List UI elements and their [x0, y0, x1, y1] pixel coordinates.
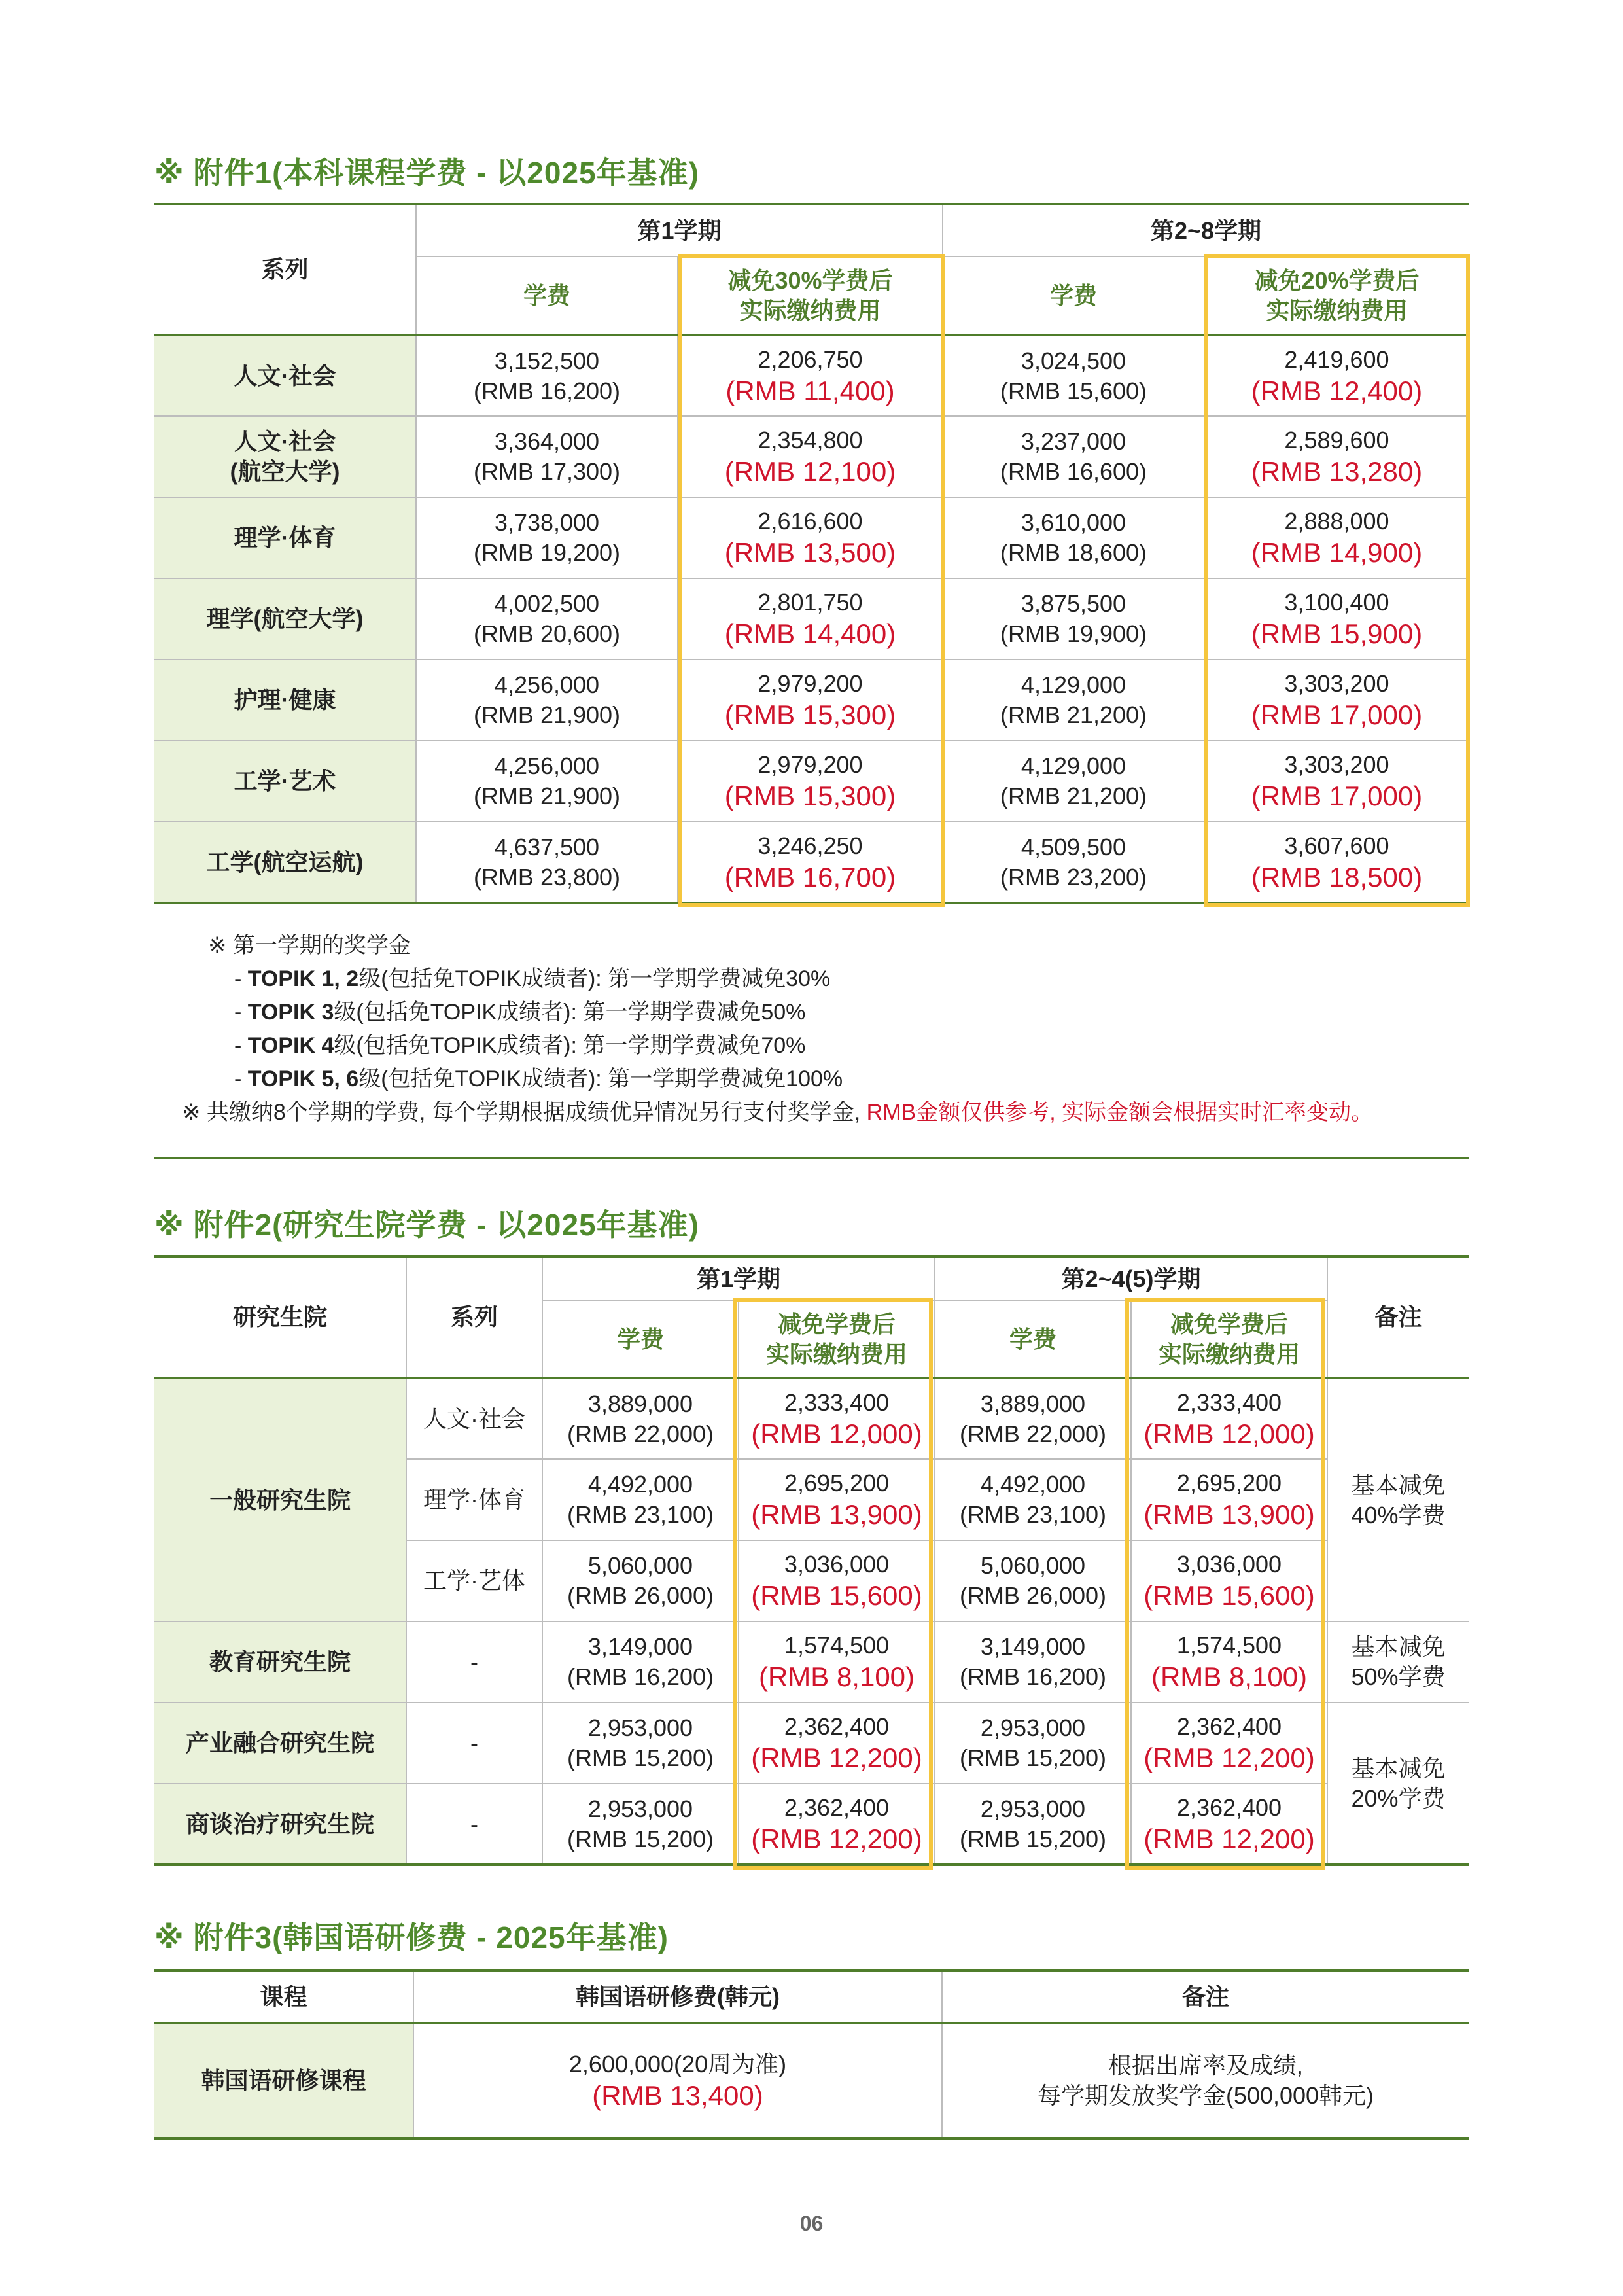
fee-krw: 5,060,000	[980, 1552, 1086, 1579]
fee-rmb: (RMB 15,200)	[959, 1825, 1107, 1852]
fee-cell	[1131, 1540, 1327, 1621]
table-row	[154, 1378, 1469, 1459]
fee-krw: 2,333,400	[1176, 1388, 1282, 1416]
fee-rmb: (RMB 13,900)	[1143, 1499, 1315, 1530]
fee-krw: 2,953,000	[587, 1795, 693, 1822]
fee-rmb: (RMB 22,000)	[959, 1420, 1107, 1447]
fee-krw: 4,637,500	[494, 833, 600, 860]
fee-krw: 3,036,000	[784, 1551, 890, 1578]
dept-label: 人文·社会	[406, 1378, 542, 1459]
col-header-fee: 学费	[416, 256, 678, 335]
fee-rmb: (RMB 21,200)	[1000, 701, 1147, 728]
fee-rmb: (RMB 16,200)	[473, 377, 621, 404]
fee-cell	[542, 1784, 739, 1865]
fee-krw: 3,149,000	[587, 1633, 693, 1660]
dept-label: -	[406, 1621, 542, 1703]
fee-cell	[416, 335, 678, 416]
fee-krw: 2,589,600	[1284, 427, 1389, 453]
page-number: 06	[799, 2212, 824, 2235]
fee-krw: 2,801,750	[758, 589, 863, 616]
fee-krw: 3,607,600	[1284, 832, 1389, 859]
fee-krw: 3,036,000	[1176, 1551, 1282, 1578]
school-label: 一般研究生院	[154, 1378, 406, 1621]
fee-krw: 2,888,000	[1284, 508, 1389, 535]
note-cell: 基本减免 20%学费	[1327, 1703, 1469, 1865]
fee-rmb: (RMB 15,200)	[567, 1744, 714, 1771]
fee-cell	[1204, 660, 1469, 741]
col-header-course: 课程	[154, 1971, 413, 2023]
dept-label: 工学(航空运航)	[154, 822, 416, 903]
fee-rmb: (RMB 19,900)	[1000, 620, 1147, 647]
note-line: - TOPIK 4级(包括免TOPIK成绩者): 第一学期学费减免70%	[234, 1033, 806, 1058]
fee-rmb: (RMB 15,300)	[724, 699, 896, 730]
col-header-discount: 减免学费后 实际缴纳费用	[739, 1301, 935, 1378]
fee-cell	[739, 1621, 935, 1703]
col-header-dept: 系列	[406, 1256, 542, 1378]
section3-title: ※ 附件3(韩国语研修费 - 2025年基准)	[154, 1920, 669, 1954]
fee-krw: 4,492,000	[587, 1471, 693, 1498]
fee-krw: 3,152,500	[494, 347, 600, 374]
fee-cell	[943, 335, 1204, 416]
fee-cell	[416, 416, 678, 497]
fee-cell	[542, 1703, 739, 1784]
fee-cell	[1204, 741, 1469, 822]
fee-rmb: (RMB 15,600)	[1000, 377, 1147, 404]
fee-cell	[678, 416, 943, 497]
col-header-sem2-5: 第2~4(5)学期	[935, 1256, 1327, 1301]
note-line: ※ 共缴纳8个学期的学费, 每个学期根据成绩优异情况另行支付奖学金, RMB金额仅供参考, 实际金额会根据实时汇率变动。	[182, 1100, 1374, 1125]
fee-krw: 4,256,000	[494, 752, 600, 779]
table-row	[154, 822, 1469, 903]
dept-label: -	[406, 1703, 542, 1784]
fee-rmb: (RMB 17,300)	[473, 458, 621, 485]
fee-rmb: (RMB 23,100)	[959, 1501, 1107, 1528]
fee-rmb: (RMB 12,000)	[751, 1418, 922, 1449]
col-header-note: 备注	[942, 1971, 1469, 2023]
fee-rmb: (RMB 12,200)	[1143, 1823, 1315, 1854]
fee-cell	[678, 741, 943, 822]
fee-cell	[678, 335, 943, 416]
dept-label: -	[406, 1784, 542, 1865]
course-name: 韩国语研修课程	[154, 2023, 413, 2138]
fee-rmb: (RMB 13,900)	[751, 1499, 922, 1530]
fee-rmb: (RMB 12,200)	[751, 1823, 922, 1854]
table-row	[154, 660, 1469, 741]
fee-cell	[1131, 1621, 1327, 1703]
fee-rmb: (RMB 8,100)	[1151, 1661, 1308, 1692]
fee-cell	[1204, 822, 1469, 903]
fee-cell	[943, 822, 1204, 903]
table-row	[154, 416, 1469, 497]
col-header-school: 研究生院	[154, 1256, 406, 1378]
fee-cell	[1204, 416, 1469, 497]
course-note: 根据出席率及成绩, 每学期发放奖学金(500,000韩元)	[942, 2023, 1469, 2138]
section-divider	[154, 1157, 1469, 1159]
col-header-note: 备注	[1327, 1256, 1469, 1378]
graduate-tuition-table	[154, 1255, 1469, 1866]
fee-krw: 2,695,200	[1176, 1470, 1282, 1496]
fee-cell	[1131, 1459, 1327, 1540]
fee-rmb: (RMB 26,000)	[959, 1582, 1107, 1609]
fee-rmb: (RMB 16,700)	[724, 861, 896, 892]
fee-rmb: (RMB 16,600)	[1000, 458, 1147, 485]
fee-rmb: (RMB 15,200)	[959, 1744, 1107, 1771]
note-line: ※ 第一学期的奖学金	[208, 933, 411, 958]
fee-krw: 3,246,250	[758, 832, 863, 859]
fee-rmb: (RMB 19,200)	[473, 539, 621, 566]
col-header-fee: 学费	[542, 1301, 739, 1378]
fee-rmb: (RMB 15,300)	[724, 781, 896, 811]
fee-rmb: (RMB 12,100)	[724, 456, 896, 487]
fee-rmb: (RMB 18,600)	[1000, 539, 1147, 566]
fee-rmb: (RMB 12,400)	[1251, 375, 1423, 406]
note-line: - TOPIK 1, 2级(包括免TOPIK成绩者): 第一学期学费减免30%	[234, 966, 831, 991]
dept-label: 理学(航空大学)	[154, 578, 416, 660]
school-label: 商谈治疗研究生院	[154, 1784, 406, 1865]
fee-rmb: (RMB 17,000)	[1251, 781, 1423, 811]
fee-rmb: (RMB 18,500)	[1251, 861, 1423, 892]
fee-krw: 2,362,400	[784, 1713, 890, 1740]
fee-krw: 1,574,500	[784, 1632, 890, 1659]
fee-krw: 2,616,600	[758, 508, 863, 535]
table-row	[154, 335, 1469, 416]
fee-cell	[1131, 1378, 1327, 1459]
dept-label: 人文·社会 (航空大学)	[154, 416, 416, 497]
fee-krw: 2,695,200	[784, 1470, 890, 1496]
fee-krw: 2,953,000	[587, 1714, 693, 1741]
fee-krw: 4,002,500	[494, 590, 600, 617]
fee-cell	[935, 1784, 1131, 1865]
col-header-discount20: 减免20%学费后 实际缴纳费用	[1204, 256, 1469, 335]
fee-krw: 2,354,800	[758, 427, 863, 453]
fee-rmb: (RMB 21,900)	[473, 783, 621, 809]
fee-cell	[1204, 335, 1469, 416]
school-label: 教育研究生院	[154, 1621, 406, 1703]
fee-krw: 2,979,200	[758, 670, 863, 697]
table-row	[154, 1784, 1469, 1865]
col-header-fee: 学费	[935, 1301, 1131, 1378]
fee-rmb: (RMB 23,800)	[473, 863, 621, 891]
note-line: - TOPIK 3级(包括免TOPIK成绩者): 第一学期学费减免50%	[234, 1000, 806, 1025]
section2-title: ※ 附件2(研究生院学费 - 以2025年基准)	[154, 1208, 699, 1242]
fee-rmb: (RMB 16,200)	[959, 1663, 1107, 1690]
fee-krw: 3,237,000	[1021, 428, 1126, 455]
fee-krw: 3,149,000	[980, 1633, 1086, 1660]
table-row	[154, 497, 1469, 578]
fee-krw: 3,889,000	[587, 1390, 693, 1417]
fee-krw: 1,574,500	[1176, 1632, 1282, 1659]
fee-cell	[678, 822, 943, 903]
fee-krw: 2,953,000	[980, 1795, 1086, 1822]
fee-cell	[935, 1621, 1131, 1703]
korean-course-table	[154, 1969, 1469, 2140]
fee-krw: 3,024,500	[1021, 347, 1126, 374]
fee-rmb: (RMB 22,000)	[567, 1420, 714, 1447]
fee-rmb: (RMB 26,000)	[567, 1582, 714, 1609]
fee-cell	[935, 1378, 1131, 1459]
table-row	[154, 578, 1469, 660]
fee-cell	[1204, 497, 1469, 578]
note-cell: 基本减免 50%学费	[1327, 1621, 1469, 1703]
course-fee-cell	[413, 2023, 942, 2138]
fee-cell	[739, 1540, 935, 1621]
table-row	[154, 1703, 1469, 1784]
fee-krw: 4,492,000	[980, 1471, 1086, 1498]
section1-title: ※ 附件1(本科课程学费 - 以2025年基准)	[154, 156, 699, 190]
fee-cell	[678, 660, 943, 741]
fee-cell	[943, 660, 1204, 741]
fee-krw: 2,953,000	[980, 1714, 1086, 1741]
fee-rmb: (RMB 21,900)	[473, 701, 621, 728]
fee-krw: 4,509,500	[1021, 833, 1126, 860]
fee-rmb: (RMB 15,600)	[1143, 1580, 1315, 1611]
fee-krw: 2,362,400	[784, 1793, 890, 1821]
fee-cell	[943, 497, 1204, 578]
col-header-dept: 系列	[154, 204, 416, 335]
school-label: 产业融合研究生院	[154, 1703, 406, 1784]
dept-label: 理学·体育	[154, 497, 416, 578]
fee-krw: 5,060,000	[587, 1552, 693, 1579]
fee-rmb: (RMB 21,200)	[1000, 783, 1147, 809]
dept-label: 工学·艺术	[154, 741, 416, 822]
fee-cell	[943, 578, 1204, 660]
fee-cell	[943, 416, 1204, 497]
dept-label: 理学·体育	[406, 1459, 542, 1540]
fee-rmb: (RMB 23,200)	[1000, 863, 1147, 891]
col-header-sem1: 第1学期	[542, 1256, 935, 1301]
fee-cell	[1204, 578, 1469, 660]
undergrad-tuition-table	[154, 203, 1469, 904]
fee-krw: 2,419,600	[1284, 345, 1389, 373]
fee-rmb: (RMB 14,400)	[724, 618, 896, 649]
fee-rmb: (RMB 15,600)	[751, 1580, 922, 1611]
fee-cell	[542, 1459, 739, 1540]
fee-krw: 2,362,400	[1176, 1793, 1282, 1821]
fee-krw: 2,979,200	[758, 751, 863, 778]
fee-krw: 2,362,400	[1176, 1713, 1282, 1740]
fee-cell	[416, 497, 678, 578]
fee-cell	[542, 1621, 739, 1703]
col-header-discount: 减免学费后 实际缴纳费用	[1131, 1301, 1327, 1378]
dept-label: 工学·艺体	[406, 1540, 542, 1621]
fee-rmb: (RMB 20,600)	[473, 620, 621, 647]
fee-krw: 3,303,200	[1284, 670, 1389, 697]
fee-rmb: (RMB 12,200)	[1143, 1742, 1315, 1773]
fee-cell	[678, 578, 943, 660]
course-fee-rmb: (RMB 13,400)	[592, 2080, 763, 2111]
fee-krw: 2,206,750	[758, 345, 863, 373]
fee-cell	[1131, 1703, 1327, 1784]
fee-rmb: (RMB 16,200)	[567, 1663, 714, 1690]
fee-krw: 3,100,400	[1284, 589, 1389, 616]
col-header-sem2-8: 第2~8学期	[943, 204, 1469, 256]
fee-cell	[542, 1540, 739, 1621]
fee-krw: 2,333,400	[784, 1388, 890, 1416]
table-row	[154, 1621, 1469, 1703]
fee-rmb: (RMB 17,000)	[1251, 699, 1423, 730]
fee-rmb: (RMB 8,100)	[758, 1661, 915, 1692]
note-cell: 基本减免 40%学费	[1327, 1378, 1469, 1621]
fee-krw: 4,129,000	[1021, 671, 1126, 698]
fee-cell	[416, 660, 678, 741]
fee-krw: 3,364,000	[494, 428, 600, 455]
fee-cell	[739, 1784, 935, 1865]
fee-cell	[943, 741, 1204, 822]
fee-krw: 4,256,000	[494, 671, 600, 698]
fee-rmb: (RMB 13,500)	[724, 537, 896, 568]
fee-rmb: (RMB 13,280)	[1251, 456, 1423, 487]
fee-krw: 3,303,200	[1284, 751, 1389, 778]
dept-label: 人文·社会	[154, 335, 416, 416]
col-header-discount30: 减免30%学费后 实际缴纳费用	[678, 256, 943, 335]
fee-cell	[416, 578, 678, 660]
fee-rmb: (RMB 12,200)	[751, 1742, 922, 1773]
fee-rmb: (RMB 14,900)	[1251, 537, 1423, 568]
fee-cell	[935, 1459, 1131, 1540]
fee-rmb: (RMB 23,100)	[567, 1501, 714, 1528]
fee-cell	[739, 1459, 935, 1540]
fee-krw: 3,889,000	[980, 1390, 1086, 1417]
fee-krw: 3,875,500	[1021, 590, 1126, 617]
col-header-fee: 韩国语研修费(韩元)	[413, 1971, 942, 2023]
col-header-sem1: 第1学期	[416, 204, 943, 256]
fee-cell	[416, 741, 678, 822]
fee-krw: 3,610,000	[1021, 509, 1126, 536]
fee-cell	[542, 1378, 739, 1459]
dept-label: 护理·健康	[154, 660, 416, 741]
col-header-fee: 学费	[943, 256, 1204, 335]
fee-rmb: (RMB 12,000)	[1143, 1418, 1315, 1449]
fee-rmb: (RMB 11,400)	[725, 375, 895, 406]
fee-cell	[678, 497, 943, 578]
fee-rmb: (RMB 15,900)	[1251, 618, 1423, 649]
fee-rmb: (RMB 15,200)	[567, 1825, 714, 1852]
fee-cell	[935, 1540, 1131, 1621]
fee-cell	[1131, 1784, 1327, 1865]
course-fee: 2,600,000(20周为准)	[568, 2051, 787, 2077]
table-row	[154, 741, 1469, 822]
note-line: - TOPIK 5, 6级(包括免TOPIK成绩者): 第一学期学费减免100%	[234, 1067, 843, 1091]
fee-cell	[935, 1703, 1131, 1784]
fee-krw: 3,738,000	[494, 509, 600, 536]
fee-cell	[416, 822, 678, 903]
fee-cell	[739, 1378, 935, 1459]
fee-cell	[739, 1703, 935, 1784]
scholarship-notes	[182, 929, 1374, 1129]
fee-krw: 4,129,000	[1021, 752, 1126, 779]
